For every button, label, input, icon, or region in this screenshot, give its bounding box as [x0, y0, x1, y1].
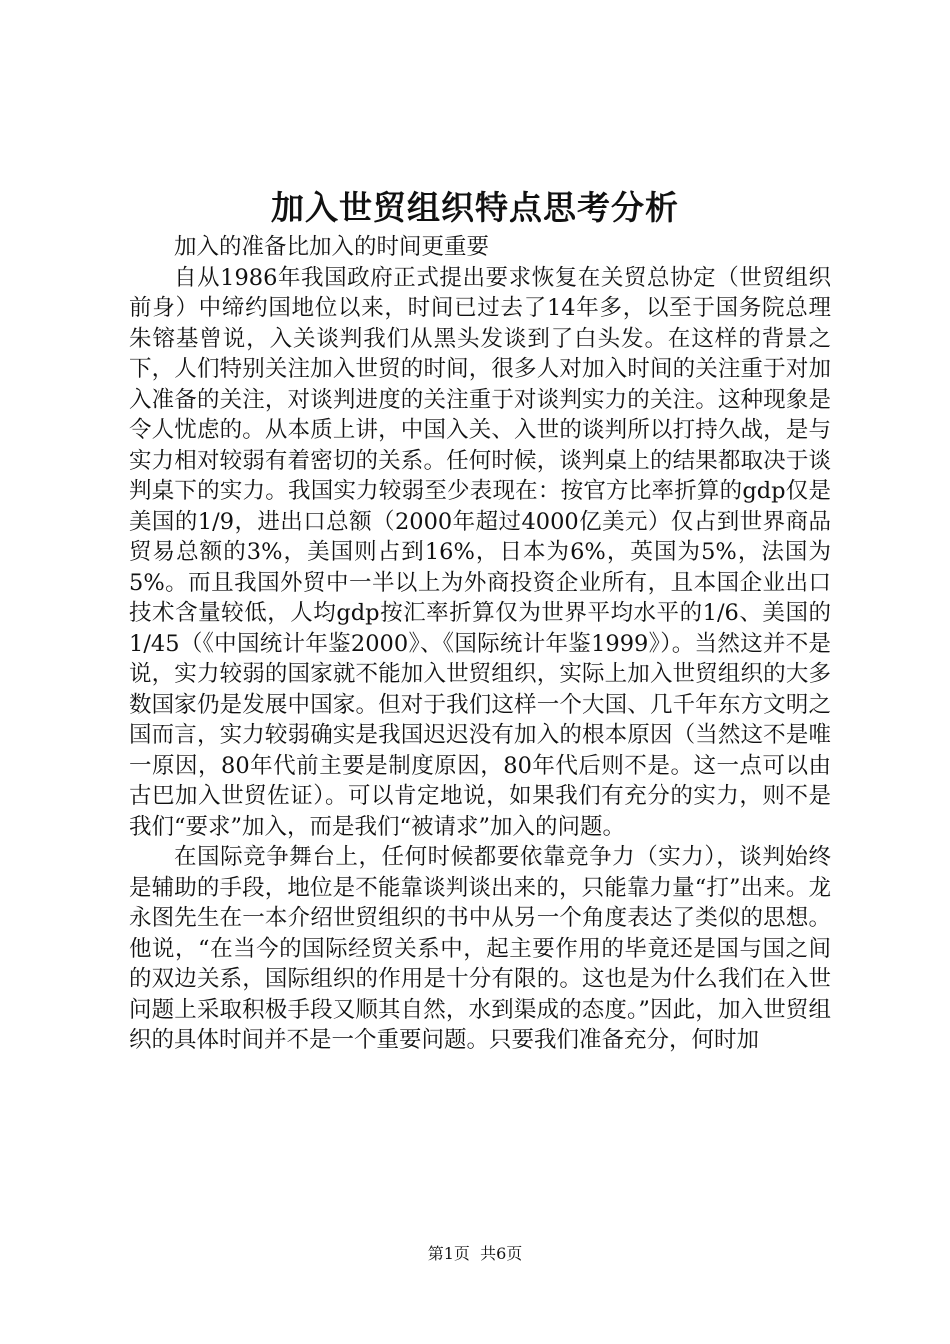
page-footer — [0, 1243, 950, 1265]
document-title: 加入世贸组织特点思考分析 — [271, 188, 679, 227]
paragraph-1: 自从1986年我国政府正式提出要求恢复在关贸总协定（世贸组织前身）中缔约国地位以来，时间已过去了14年多，以至于国务院总理朱镕基曾说，入关谈判我们从黑头发谈到了白头发。在这样的背景之下，人们特别关注加入世贸的时间，很多人对加入时间的关注重于对加入准备的关注，对谈判进度的关注重于对谈判实力的关注。这种现象是令人忧虑的。从本质上讲，中国入关、入世的谈判所以打持久战，是与实力相对较弱有着密切的关系。任何时候，谈判桌上的结果都取决于谈判桌下的实力。我国实力较弱至少表现在：按官方比率折算的gdp仅是美国的1/9，进出口总额（2000年超过4000亿美元）仅占到世界商品贸易总额的3%，美国则占到16%，日本为6%，英国为5%，法国为5%。而且我国外贸中一半以上为外商投资企业所有，且本国企业出口技术含量较低，人均gdp按汇率折算仅为世界平均水平的1/6、美国的1/45（《中国统计年鉴2000》、《国际统计年鉴1999》）。当然这并不是说，实力较弱的国家就不能加入世贸组织，实际上加入世贸组织的大多数国家仍是发展中国家。但对于我们这样一个大国、几千年东方文明之国而言，实力较弱确实是我国迟迟没有加入的根本原因（当然这不是唯一原因，80年代前主要是制度原因，80年代后则不是。这一点可以由古巴加入世贸佐证）。可以肯定地说，如果我们有充分的实力，则不是我们“要求”加入，而是我们“被请求”加入的问题。 — [129, 264, 831, 840]
page-number-label: 第1页 共6页 — [427, 1244, 523, 1263]
document-body — [129, 232, 831, 1056]
paragraph-2: 在国际竞争舞台上，任何时候都要依靠竞争力（实力），谈判始终是辅助的手段，地位是不能靠谈判谈出来的，只能靠力量“打”出来。龙永图先生在一本介绍世贸组织的书中从另一个角度表达了类似的思想。他说，“在当今的国际经贸关系中，起主要作用的毕竟还是国与国之间的双边关系，国际组织的作用是十分有限的。这也是为什么我们在入世问题上采取积极手段又顺其自然，水到渠成的态度。”因此，加入世贸组织的具体时间并不是一个重要问题。只要我们准备充分，何时加 — [129, 844, 831, 1053]
section-subheading: 加入的准备比加入的时间更重要 — [174, 234, 490, 260]
